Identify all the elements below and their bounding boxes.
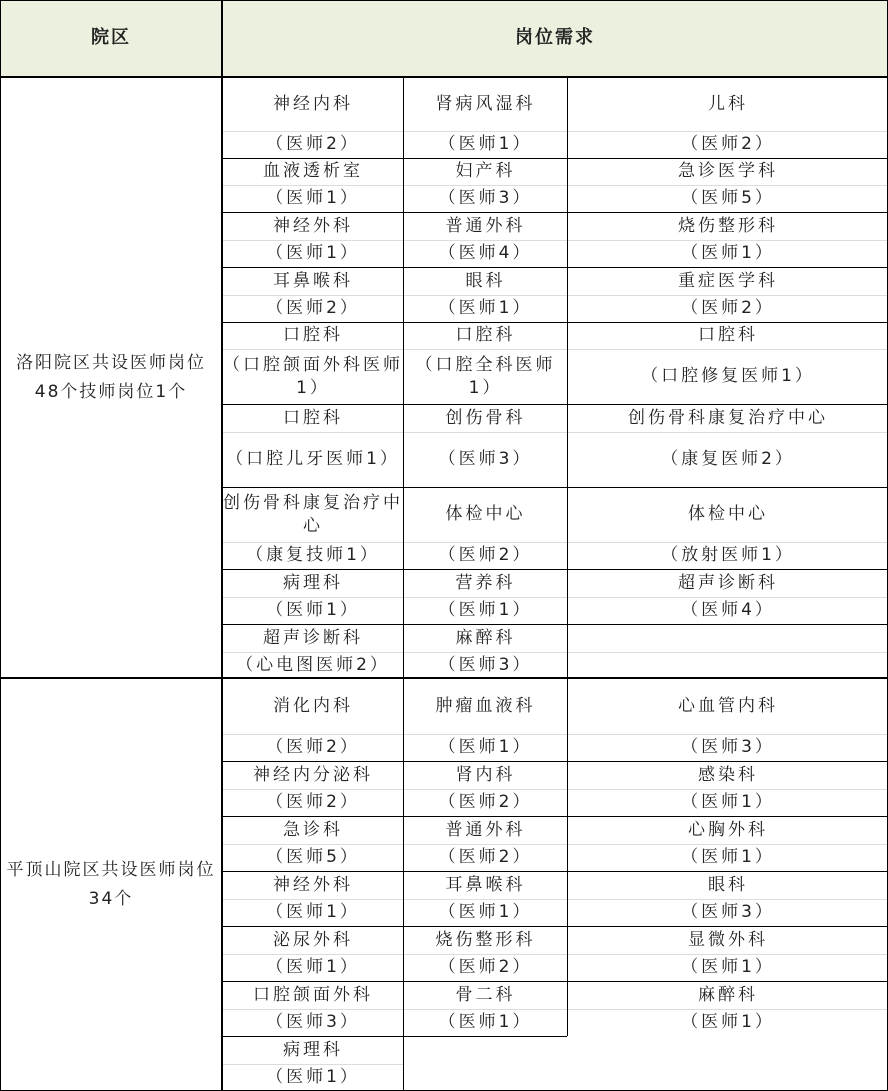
department-name: 烧伤整形科 xyxy=(678,215,778,236)
position-count: （医师3） xyxy=(438,449,533,470)
department-name: 眼科 xyxy=(708,874,748,895)
header-divider xyxy=(0,76,888,78)
department-name: 体检中心 xyxy=(445,504,526,525)
position-count: （医师1） xyxy=(266,243,360,264)
row-divider xyxy=(222,871,888,872)
row-gridline xyxy=(223,1009,403,1010)
row-gridline xyxy=(568,185,888,186)
department-name: 急诊医学科 xyxy=(678,161,778,182)
column-divider xyxy=(567,678,568,1036)
row-gridline xyxy=(223,597,403,598)
position-count: （医师1） xyxy=(266,957,360,978)
row-gridline xyxy=(404,131,567,132)
department-name: 病理科 xyxy=(283,572,343,593)
table-border-left xyxy=(0,0,1,1091)
row-gridline xyxy=(568,844,888,845)
row-gridline xyxy=(223,954,403,955)
row-gridline xyxy=(404,954,567,955)
row-gridline xyxy=(568,131,888,132)
row-gridline xyxy=(568,652,887,653)
row-divider xyxy=(222,267,888,268)
row-gridline xyxy=(223,432,403,433)
row-gridline xyxy=(223,734,403,735)
position-count: （医师1） xyxy=(438,737,533,758)
position-count: （医师1） xyxy=(438,902,533,923)
row-gridline xyxy=(223,1064,403,1065)
row-gridline xyxy=(404,844,567,845)
position-count: （医师2） xyxy=(438,847,533,868)
header-campus: 院区 xyxy=(0,0,222,77)
position-count: （心电图医师2） xyxy=(236,654,390,675)
row-gridline xyxy=(404,734,567,735)
position-count: （口腔全科医师1） xyxy=(415,354,556,398)
department-name: 烧伤整形科 xyxy=(435,929,536,950)
row-gridline xyxy=(404,597,567,598)
row-gridline xyxy=(223,295,403,296)
department-name: 口腔科 xyxy=(698,325,758,346)
position-count: （医师1） xyxy=(266,902,360,923)
position-count: （医师2） xyxy=(681,298,775,319)
column-divider xyxy=(403,77,404,678)
campus-name: 平顶山院区共设医师岗位34个 xyxy=(6,859,216,909)
campus-column-divider xyxy=(221,0,223,1091)
row-divider xyxy=(222,981,888,982)
department-name: 麻醉科 xyxy=(455,627,516,648)
row-divider xyxy=(222,761,888,762)
position-count: （医师1） xyxy=(681,957,775,978)
row-gridline xyxy=(223,899,403,900)
table-border-top xyxy=(0,0,888,1)
position-count: （医师1） xyxy=(681,243,775,264)
position-count: （口腔颌面外科医师1） xyxy=(223,354,403,398)
row-gridline xyxy=(404,432,567,433)
department-name: 超声诊断科 xyxy=(263,627,363,648)
position-count: （放射医师1） xyxy=(661,545,795,566)
department-name: 超声诊断科 xyxy=(678,572,778,593)
row-gridline xyxy=(223,542,403,543)
department-name: 消化内科 xyxy=(273,695,353,716)
position-count: （口腔修复医师1） xyxy=(641,366,815,387)
position-count: （医师4） xyxy=(681,600,775,621)
row-gridline xyxy=(568,432,888,433)
department-name: 创伤骨科康复治疗中心 xyxy=(628,407,828,428)
row-gridline xyxy=(223,789,403,790)
position-count: （医师1） xyxy=(681,1012,775,1033)
position-count: （医师2） xyxy=(266,134,360,155)
row-gridline xyxy=(404,349,567,350)
department-name: 显微外科 xyxy=(688,929,768,950)
position-count: （医师5） xyxy=(681,188,775,209)
department-name: 病理科 xyxy=(283,1039,343,1060)
position-count: （医师3） xyxy=(681,902,775,923)
department-name: 口腔科 xyxy=(283,407,343,428)
department-name: 急诊科 xyxy=(283,819,343,840)
position-count: （医师1） xyxy=(681,847,775,868)
row-gridline xyxy=(404,542,567,543)
row-divider xyxy=(222,487,888,488)
position-count: （医师1） xyxy=(438,298,533,319)
position-count: （医师2） xyxy=(438,545,533,566)
row-divider xyxy=(222,926,888,927)
department-name: 眼科 xyxy=(465,270,506,291)
row-gridline xyxy=(568,597,888,598)
department-name: 泌尿外科 xyxy=(273,929,353,950)
position-count: （医师4） xyxy=(438,243,533,264)
department-name: 普通外科 xyxy=(445,215,526,236)
position-count: （医师3） xyxy=(266,1012,360,1033)
row-divider xyxy=(222,624,888,625)
position-count: （医师2） xyxy=(681,134,775,155)
row-gridline xyxy=(404,185,567,186)
row-gridline xyxy=(568,734,888,735)
position-count: （医师2） xyxy=(266,298,360,319)
department-name: 心血管内科 xyxy=(678,695,778,716)
row-divider xyxy=(222,569,888,570)
position-count: （医师2） xyxy=(438,792,533,813)
position-count: （医师2） xyxy=(266,792,360,813)
position-count: （医师5） xyxy=(266,847,360,868)
row-gridline xyxy=(404,240,567,241)
row-gridline xyxy=(404,652,567,653)
row-gridline xyxy=(568,542,888,543)
department-name: 血液透析室 xyxy=(263,161,363,182)
row-gridline xyxy=(568,954,888,955)
row-divider xyxy=(222,322,888,323)
row-gridline xyxy=(568,349,888,350)
department-name: 神经内科 xyxy=(273,93,353,114)
department-name: 麻醉科 xyxy=(698,984,758,1005)
row-gridline xyxy=(223,240,403,241)
position-count: （口腔儿牙医师1） xyxy=(226,449,400,470)
department-name: 肾内科 xyxy=(455,764,516,785)
department-name: 营养科 xyxy=(455,572,516,593)
row-gridline xyxy=(568,1009,888,1010)
row-gridline xyxy=(404,295,567,296)
position-count: （医师1） xyxy=(266,600,360,621)
column-divider xyxy=(403,678,404,1091)
department-name: 耳鼻喉科 xyxy=(445,874,526,895)
department-name: 创伤骨科 xyxy=(445,407,526,428)
department-name: 重症医学科 xyxy=(678,270,778,291)
position-count: （医师3） xyxy=(438,188,533,209)
department-name: 感染科 xyxy=(698,764,758,785)
position-count: （康复技师1） xyxy=(246,545,380,566)
department-name: 肿瘤血液科 xyxy=(435,695,536,716)
department-name: 儿科 xyxy=(708,93,748,114)
position-count: （医师1） xyxy=(266,1067,360,1088)
row-gridline xyxy=(568,789,888,790)
position-count: （医师3） xyxy=(438,654,533,675)
department-name: 肾病风湿科 xyxy=(435,93,536,114)
row-gridline xyxy=(223,349,403,350)
position-count: （康复医师2） xyxy=(661,449,795,470)
row-gridline xyxy=(223,844,403,845)
position-count: （医师2） xyxy=(438,957,533,978)
department-name: 骨二科 xyxy=(455,984,516,1005)
position-count: （医师1） xyxy=(266,188,360,209)
department-name: 心胸外科 xyxy=(688,819,768,840)
row-gridline xyxy=(568,295,888,296)
row-gridline xyxy=(223,131,403,132)
department-name: 口腔科 xyxy=(283,325,343,346)
position-count: （医师1） xyxy=(438,134,533,155)
row-gridline xyxy=(404,1009,567,1010)
row-gridline xyxy=(568,240,888,241)
row-gridline xyxy=(404,789,567,790)
department-name: 口腔颌面外科 xyxy=(253,984,373,1005)
position-count: （医师2） xyxy=(266,737,360,758)
row-divider xyxy=(222,158,888,159)
row-divider xyxy=(222,816,888,817)
position-count: （医师1） xyxy=(438,600,533,621)
department-name: 创伤骨科康复治疗中心 xyxy=(223,492,403,536)
header-positions: 岗位需求 xyxy=(222,0,888,77)
campus-divider xyxy=(0,677,888,679)
department-name: 神经外科 xyxy=(273,874,353,895)
department-name: 神经内分泌科 xyxy=(253,764,373,785)
department-name: 妇产科 xyxy=(455,161,516,182)
row-divider xyxy=(222,404,888,405)
campus-name: 洛阳院区共设医师岗位48个技师岗位1个 xyxy=(16,352,206,402)
column-divider xyxy=(567,77,568,678)
row-gridline xyxy=(568,899,888,900)
position-count: （医师3） xyxy=(681,737,775,758)
row-divider xyxy=(222,1036,567,1037)
department-name: 普通外科 xyxy=(445,819,526,840)
row-gridline xyxy=(223,652,403,653)
department-name: 耳鼻喉科 xyxy=(273,270,353,291)
position-count: （医师1） xyxy=(681,792,775,813)
position-count: （医师1） xyxy=(438,1012,533,1033)
department-name: 口腔科 xyxy=(455,325,516,346)
row-gridline xyxy=(223,185,403,186)
department-name: 神经外科 xyxy=(273,215,353,236)
row-gridline xyxy=(404,899,567,900)
department-name: 体检中心 xyxy=(688,504,768,525)
row-divider xyxy=(222,212,888,213)
